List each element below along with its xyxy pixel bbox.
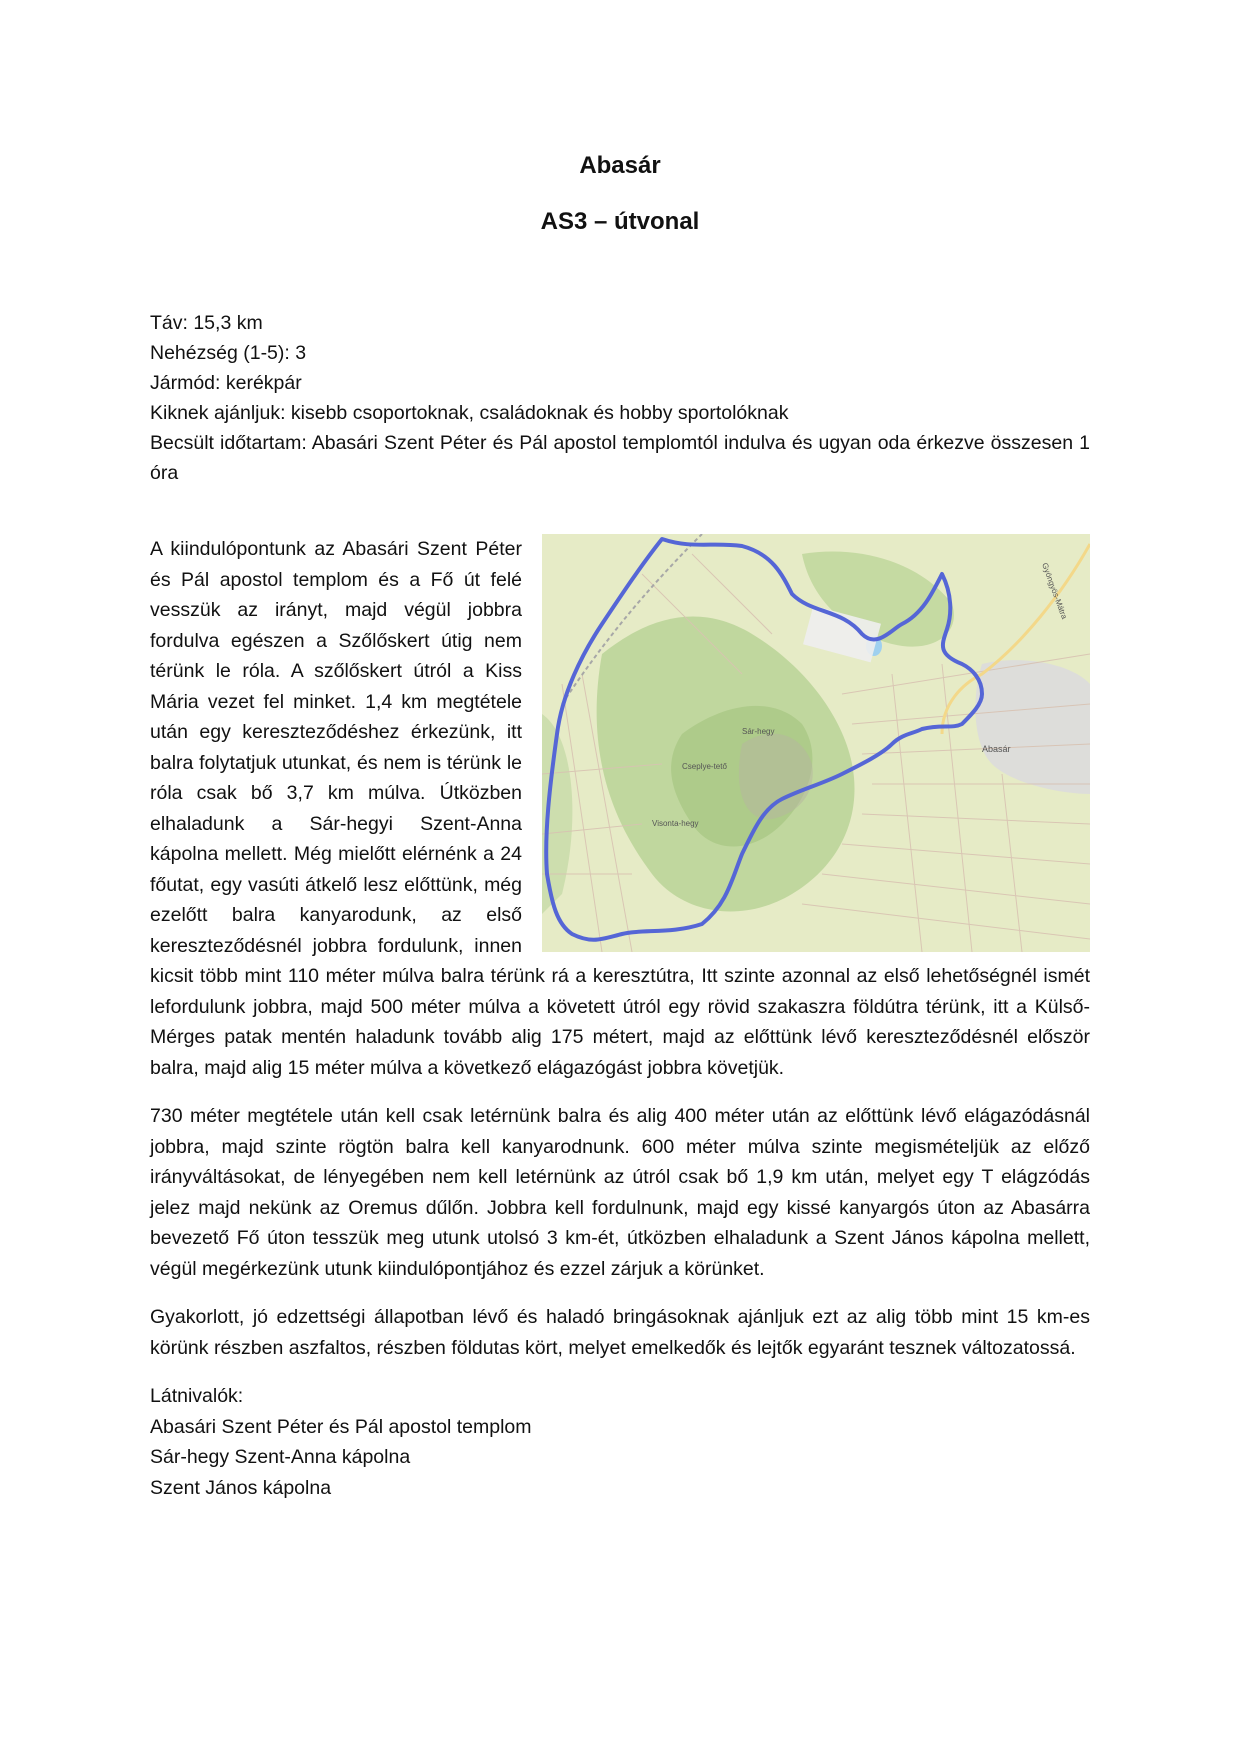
paragraph-1: A kiindulópontunk az Abasári Szent Péter és Pál apostol templom és a Fő út felé vesszük az irányt, majd végül jobbra fordulva egészen a Szőlőskert útig nem térünk le róla. A szőlőskert útról a Kiss Mária vezet fel minket. 1,4 km megtétele után egy kereszteződéshez érkezünk, itt balra folytatjuk utunkat, és nem is térünk le róla csak bő 3,7 km múlva. Útközben elhaladunk a Sár-hegyi Szent-Anna kápolna mellett. Még mielőtt elérnénk a 24 főutat, egy vasúti átkelő lesz előttünk, még ezelőtt balra kanyarodunk, az első kereszteződésnél jobbra fordulunk, innen kicsit több mint 110 méter múlva balra térünk rá a keresztútra, Itt szinte azonnal az első lehetőségnél ismét lefordulunk jobbra, majd 500 méter múlva a követett útról egy rövid szakaszra földútra térünk, itt a Külső-Mérges patak mentén haladunk tovább alig 175 métert, majd az előttünk lévő kereszteződésnél először balra, majd alig 15 méter múlva a következő elágazógást jobbra követjük. [150,538,1090,1079]
map-label-hill3: Visonta-hegy [652,819,699,828]
route-meta [150,308,1090,488]
meta-audience: Kiknek ajánljuk: kisebb csoportoknak, családoknak és hobby sportolóknak [150,402,789,424]
route-subtitle: AS3 – útvonal [540,208,700,235]
paragraph-3: Gyakorlott, jó edzettségi állapotban lévő és haladó bringásoknak ajánljuk ezt az alig több mint 15 km-es körünk részben aszfaltos, részben földutas kört, melyet emelkedők és lejtők egyaránt tesznek változatossá. [150,1306,1090,1359]
sights-heading: Látnivalók: [150,1385,244,1407]
sight-item: Sár-hegy Szent-Anna kápolna [150,1446,411,1468]
sights-section [150,1381,1090,1503]
sight-item: Abasári Szent Péter és Pál apostol templom [150,1415,532,1438]
page-title: Abasár [579,152,661,179]
route-description [150,534,1090,1503]
map-label-hill1: Sár-hegy [742,727,775,736]
route-map[interactable] [542,534,1090,952]
route-map-image [542,534,1090,952]
meta-duration: Becsült időtartam: Abasári Szent Péter és Pál apostol templomtól indulva és ugyan oda érkezve összesen 1 óra [150,432,1090,484]
meta-difficulty: Nehézség (1-5): 3 [150,342,307,364]
meta-mode: Jármód: kerékpár [150,372,302,394]
meta-distance: Táv: 15,3 km [150,312,263,334]
sight-item: Szent János kápolna [150,1476,332,1499]
map-label-hill2: Cseplye-tető [682,762,727,771]
map-label-town: Abasár [982,744,1011,754]
map-label-road: Gyöngyös-Mátra [1040,561,1069,621]
paragraph-2: 730 méter megtétele után kell csak letérnünk balra és alig 400 méter után az előttünk lévő elágazódásnál jobbra, majd szinte rögtön balra kell kanyarodnunk. 600 méter múlva szinte megismételjük az előző irányváltásokat, de lényegében nem kell letérnünk az útról csak bő 1,9 km után, melyet egy T elágzódás jelez majd nekünk az Oremus dűlőn. Jobbra kell fordulnunk, majd egy kissé kanyargós úton az Abasárra bevezető Fő úton tesszük meg utunk utolsó 3 km-ét, útközben elhaladunk a Szent János kápolna mellett, végül megérkezünk utunk kiindulópontjához és ezzel zárjuk a körünket. [150,1105,1090,1280]
